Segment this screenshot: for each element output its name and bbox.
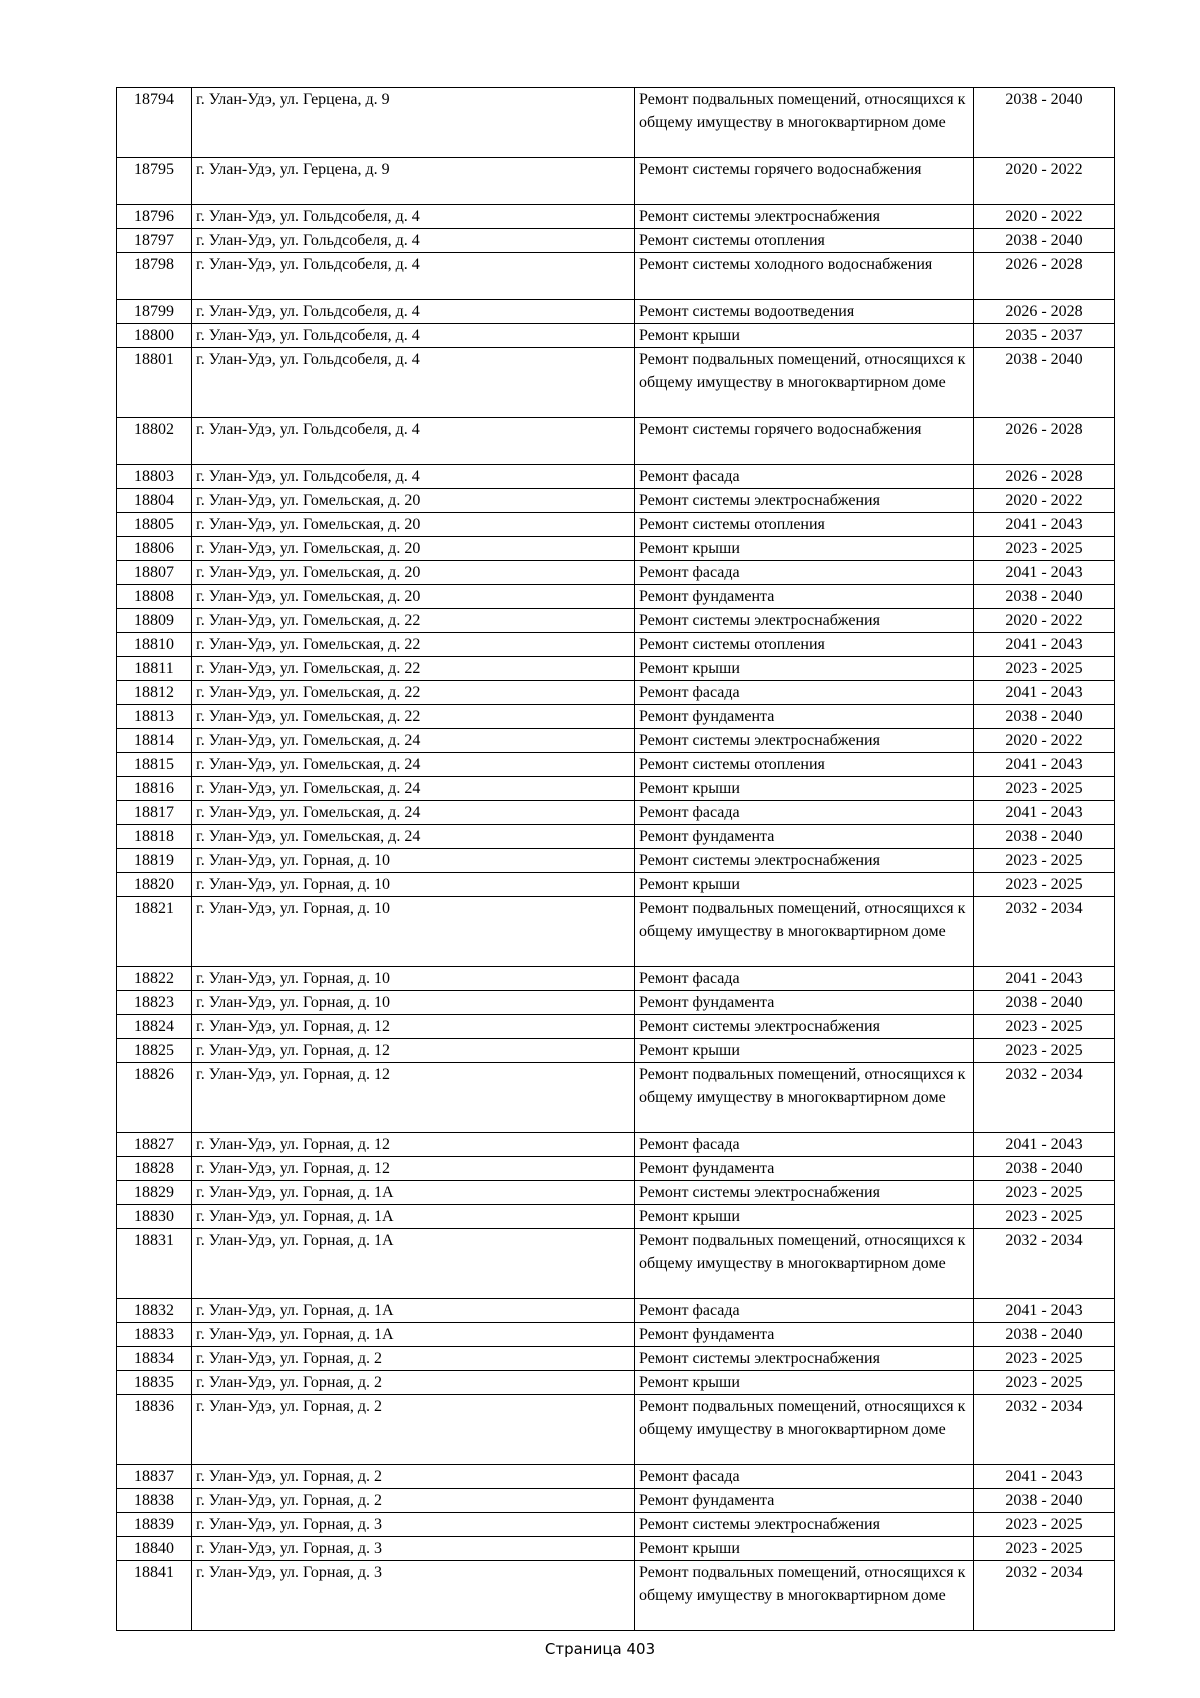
row-work-type: Ремонт подвальных помещений, относящихся к общему имуществу в многоквартирном доме xyxy=(635,1561,974,1631)
row-number: 18817 xyxy=(117,801,192,825)
row-work-type: Ремонт системы горячего водоснабжения xyxy=(635,158,974,205)
row-period: 2038 - 2040 xyxy=(974,1323,1115,1347)
row-number: 18815 xyxy=(117,753,192,777)
table-row xyxy=(117,1561,1115,1631)
row-period: 2023 - 2025 xyxy=(974,1513,1115,1537)
row-period: 2038 - 2040 xyxy=(974,1157,1115,1181)
row-work-type: Ремонт подвальных помещений, относящихся к общему имуществу в многоквартирном доме xyxy=(635,88,974,158)
row-period: 2038 - 2040 xyxy=(974,825,1115,849)
row-number: 18821 xyxy=(117,897,192,967)
table-row xyxy=(117,897,1115,967)
row-address: г. Улан-Удэ, ул. Горная, д. 2 xyxy=(192,1395,635,1465)
table-row xyxy=(117,1039,1115,1063)
row-address: г. Улан-Удэ, ул. Горная, д. 10 xyxy=(192,873,635,897)
table-row xyxy=(117,1371,1115,1395)
table-row xyxy=(117,1181,1115,1205)
table-row xyxy=(117,489,1115,513)
row-work-type: Ремонт крыши xyxy=(635,1039,974,1063)
row-period: 2035 - 2037 xyxy=(974,324,1115,348)
repair-schedule-table xyxy=(116,87,1115,1631)
row-address: г. Улан-Удэ, ул. Гольдсобеля, д. 4 xyxy=(192,300,635,324)
row-period: 2023 - 2025 xyxy=(974,657,1115,681)
row-number: 18809 xyxy=(117,609,192,633)
row-work-type: Ремонт крыши xyxy=(635,324,974,348)
table-row xyxy=(117,348,1115,418)
row-address: г. Улан-Удэ, ул. Гомельская, д. 20 xyxy=(192,489,635,513)
row-address: г. Улан-Удэ, ул. Гомельская, д. 20 xyxy=(192,537,635,561)
table-row xyxy=(117,849,1115,873)
row-number: 18816 xyxy=(117,777,192,801)
row-address: г. Улан-Удэ, ул. Горная, д. 1А xyxy=(192,1299,635,1323)
row-work-type: Ремонт фасада xyxy=(635,801,974,825)
table-row xyxy=(117,88,1115,158)
row-number: 18836 xyxy=(117,1395,192,1465)
row-period: 2032 - 2034 xyxy=(974,897,1115,967)
row-number: 18807 xyxy=(117,561,192,585)
table-row xyxy=(117,991,1115,1015)
row-period: 2032 - 2034 xyxy=(974,1561,1115,1631)
table-body xyxy=(117,88,1115,1631)
row-number: 18803 xyxy=(117,465,192,489)
table-row xyxy=(117,1537,1115,1561)
table-row xyxy=(117,657,1115,681)
row-work-type: Ремонт фундамента xyxy=(635,1323,974,1347)
row-period: 2023 - 2025 xyxy=(974,1205,1115,1229)
table-row xyxy=(117,609,1115,633)
row-period: 2032 - 2034 xyxy=(974,1229,1115,1299)
row-work-type: Ремонт крыши xyxy=(635,1371,974,1395)
table-row xyxy=(117,253,1115,300)
table-row xyxy=(117,1299,1115,1323)
row-number: 18818 xyxy=(117,825,192,849)
row-work-type: Ремонт системы отопления xyxy=(635,229,974,253)
row-address: г. Улан-Удэ, ул. Горная, д. 3 xyxy=(192,1537,635,1561)
row-work-type: Ремонт фасада xyxy=(635,1133,974,1157)
row-work-type: Ремонт фасада xyxy=(635,561,974,585)
row-number: 18802 xyxy=(117,418,192,465)
row-address: г. Улан-Удэ, ул. Гольдсобеля, д. 4 xyxy=(192,324,635,348)
row-period: 2023 - 2025 xyxy=(974,537,1115,561)
row-work-type: Ремонт фундамента xyxy=(635,585,974,609)
table-row xyxy=(117,825,1115,849)
row-number: 18800 xyxy=(117,324,192,348)
row-period: 2041 - 2043 xyxy=(974,801,1115,825)
row-address: г. Улан-Удэ, ул. Горная, д. 1А xyxy=(192,1205,635,1229)
table-row xyxy=(117,418,1115,465)
row-address: г. Улан-Удэ, ул. Горная, д. 10 xyxy=(192,967,635,991)
row-number: 18811 xyxy=(117,657,192,681)
table-row xyxy=(117,873,1115,897)
row-period: 2026 - 2028 xyxy=(974,465,1115,489)
row-work-type: Ремонт подвальных помещений, относящихся к общему имуществу в многоквартирном доме xyxy=(635,1229,974,1299)
row-address: г. Улан-Удэ, ул. Гомельская, д. 22 xyxy=(192,633,635,657)
row-address: г. Улан-Удэ, ул. Гомельская, д. 24 xyxy=(192,825,635,849)
row-period: 2038 - 2040 xyxy=(974,348,1115,418)
row-work-type: Ремонт фундамента xyxy=(635,825,974,849)
row-work-type: Ремонт крыши xyxy=(635,657,974,681)
row-address: г. Улан-Удэ, ул. Гомельская, д. 24 xyxy=(192,777,635,801)
table-row xyxy=(117,229,1115,253)
row-address: г. Улан-Удэ, ул. Горная, д. 12 xyxy=(192,1157,635,1181)
table-row xyxy=(117,1347,1115,1371)
row-number: 18834 xyxy=(117,1347,192,1371)
row-number: 18794 xyxy=(117,88,192,158)
row-address: г. Улан-Удэ, ул. Гомельская, д. 24 xyxy=(192,729,635,753)
row-period: 2038 - 2040 xyxy=(974,88,1115,158)
row-number: 18831 xyxy=(117,1229,192,1299)
row-period: 2032 - 2034 xyxy=(974,1063,1115,1133)
row-address: г. Улан-Удэ, ул. Горная, д. 10 xyxy=(192,991,635,1015)
table-row xyxy=(117,681,1115,705)
row-number: 18832 xyxy=(117,1299,192,1323)
row-number: 18795 xyxy=(117,158,192,205)
table-row xyxy=(117,585,1115,609)
row-period: 2026 - 2028 xyxy=(974,253,1115,300)
row-work-type: Ремонт системы электроснабжения xyxy=(635,1181,974,1205)
table-row xyxy=(117,513,1115,537)
row-address: г. Улан-Удэ, ул. Горная, д. 1А xyxy=(192,1229,635,1299)
row-number: 18796 xyxy=(117,205,192,229)
row-address: г. Улан-Удэ, ул. Гомельская, д. 22 xyxy=(192,705,635,729)
row-period: 2041 - 2043 xyxy=(974,561,1115,585)
table-row xyxy=(117,1395,1115,1465)
row-period: 2038 - 2040 xyxy=(974,1489,1115,1513)
row-period: 2041 - 2043 xyxy=(974,513,1115,537)
row-number: 18806 xyxy=(117,537,192,561)
row-number: 18828 xyxy=(117,1157,192,1181)
row-period: 2023 - 2025 xyxy=(974,1347,1115,1371)
row-address: г. Улан-Удэ, ул. Горная, д. 3 xyxy=(192,1561,635,1631)
table-row xyxy=(117,300,1115,324)
row-number: 18841 xyxy=(117,1561,192,1631)
row-address: г. Улан-Удэ, ул. Гомельская, д. 20 xyxy=(192,513,635,537)
row-period: 2038 - 2040 xyxy=(974,585,1115,609)
row-period: 2020 - 2022 xyxy=(974,729,1115,753)
row-address: г. Улан-Удэ, ул. Горная, д. 1А xyxy=(192,1181,635,1205)
row-number: 18819 xyxy=(117,849,192,873)
row-period: 2020 - 2022 xyxy=(974,609,1115,633)
table-row xyxy=(117,1465,1115,1489)
row-address: г. Улан-Удэ, ул. Гольдсобеля, д. 4 xyxy=(192,229,635,253)
row-address: г. Улан-Удэ, ул. Гольдсобеля, д. 4 xyxy=(192,348,635,418)
row-address: г. Улан-Удэ, ул. Гольдсобеля, д. 4 xyxy=(192,253,635,300)
row-work-type: Ремонт крыши xyxy=(635,873,974,897)
table-row xyxy=(117,158,1115,205)
row-number: 18799 xyxy=(117,300,192,324)
table-row xyxy=(117,1133,1115,1157)
row-work-type: Ремонт системы электроснабжения xyxy=(635,849,974,873)
row-period: 2023 - 2025 xyxy=(974,777,1115,801)
table-row xyxy=(117,1513,1115,1537)
row-number: 18833 xyxy=(117,1323,192,1347)
row-address: г. Улан-Удэ, ул. Горная, д. 12 xyxy=(192,1039,635,1063)
table-row xyxy=(117,1205,1115,1229)
row-address: г. Улан-Удэ, ул. Горная, д. 12 xyxy=(192,1015,635,1039)
table-row xyxy=(117,967,1115,991)
table-row xyxy=(117,465,1115,489)
table-row xyxy=(117,205,1115,229)
row-number: 18822 xyxy=(117,967,192,991)
row-period: 2041 - 2043 xyxy=(974,1133,1115,1157)
row-address: г. Улан-Удэ, ул. Горная, д. 10 xyxy=(192,849,635,873)
row-number: 18797 xyxy=(117,229,192,253)
row-number: 18826 xyxy=(117,1063,192,1133)
row-period: 2020 - 2022 xyxy=(974,489,1115,513)
row-address: г. Улан-Удэ, ул. Горная, д. 3 xyxy=(192,1513,635,1537)
table-row xyxy=(117,1229,1115,1299)
row-work-type: Ремонт системы холодного водоснабжения xyxy=(635,253,974,300)
row-period: 2026 - 2028 xyxy=(974,418,1115,465)
row-period: 2023 - 2025 xyxy=(974,1015,1115,1039)
row-number: 18825 xyxy=(117,1039,192,1063)
row-period: 2023 - 2025 xyxy=(974,1181,1115,1205)
row-address: г. Улан-Удэ, ул. Горная, д. 12 xyxy=(192,1063,635,1133)
row-period: 2041 - 2043 xyxy=(974,681,1115,705)
row-period: 2041 - 2043 xyxy=(974,1299,1115,1323)
row-address: г. Улан-Удэ, ул. Гольдсобеля, д. 4 xyxy=(192,465,635,489)
row-work-type: Ремонт фасада xyxy=(635,1299,974,1323)
row-period: 2020 - 2022 xyxy=(974,158,1115,205)
row-period: 2041 - 2043 xyxy=(974,753,1115,777)
table-row xyxy=(117,1489,1115,1513)
row-work-type: Ремонт крыши xyxy=(635,537,974,561)
row-period: 2023 - 2025 xyxy=(974,1537,1115,1561)
row-work-type: Ремонт фундамента xyxy=(635,705,974,729)
row-number: 18805 xyxy=(117,513,192,537)
row-work-type: Ремонт системы электроснабжения xyxy=(635,489,974,513)
row-number: 18838 xyxy=(117,1489,192,1513)
row-work-type: Ремонт крыши xyxy=(635,1537,974,1561)
row-number: 18801 xyxy=(117,348,192,418)
table-row xyxy=(117,753,1115,777)
row-period: 2026 - 2028 xyxy=(974,300,1115,324)
row-work-type: Ремонт фасада xyxy=(635,465,974,489)
table-row xyxy=(117,1157,1115,1181)
table-row xyxy=(117,1323,1115,1347)
table-row xyxy=(117,537,1115,561)
row-address: г. Улан-Удэ, ул. Гомельская, д. 22 xyxy=(192,657,635,681)
row-period: 2023 - 2025 xyxy=(974,1371,1115,1395)
row-number: 18798 xyxy=(117,253,192,300)
row-address: г. Улан-Удэ, ул. Горная, д. 2 xyxy=(192,1371,635,1395)
row-period: 2023 - 2025 xyxy=(974,873,1115,897)
row-work-type: Ремонт фасада xyxy=(635,1465,974,1489)
row-work-type: Ремонт крыши xyxy=(635,1205,974,1229)
row-work-type: Ремонт фундамента xyxy=(635,991,974,1015)
row-address: г. Улан-Удэ, ул. Гольдсобеля, д. 4 xyxy=(192,418,635,465)
row-number: 18830 xyxy=(117,1205,192,1229)
row-address: г. Улан-Удэ, ул. Гомельская, д. 24 xyxy=(192,753,635,777)
row-number: 18804 xyxy=(117,489,192,513)
table-row xyxy=(117,801,1115,825)
row-number: 18835 xyxy=(117,1371,192,1395)
row-period: 2032 - 2034 xyxy=(974,1395,1115,1465)
row-address: г. Улан-Удэ, ул. Горная, д. 10 xyxy=(192,897,635,967)
row-address: г. Улан-Удэ, ул. Гомельская, д. 22 xyxy=(192,681,635,705)
row-period: 2041 - 2043 xyxy=(974,633,1115,657)
row-work-type: Ремонт подвальных помещений, относящихся к общему имуществу в многоквартирном доме xyxy=(635,348,974,418)
row-period: 2041 - 2043 xyxy=(974,967,1115,991)
row-work-type: Ремонт системы электроснабжения xyxy=(635,609,974,633)
table-row xyxy=(117,633,1115,657)
row-work-type: Ремонт подвальных помещений, относящихся к общему имуществу в многоквартирном доме xyxy=(635,897,974,967)
row-number: 18829 xyxy=(117,1181,192,1205)
row-period: 2038 - 2040 xyxy=(974,229,1115,253)
row-work-type: Ремонт системы электроснабжения xyxy=(635,1513,974,1537)
row-work-type: Ремонт фасада xyxy=(635,967,974,991)
row-address: г. Улан-Удэ, ул. Гомельская, д. 22 xyxy=(192,609,635,633)
row-number: 18810 xyxy=(117,633,192,657)
row-period: 2023 - 2025 xyxy=(974,1039,1115,1063)
table-row xyxy=(117,1063,1115,1133)
row-address: г. Улан-Удэ, ул. Гомельская, д. 20 xyxy=(192,561,635,585)
row-address: г. Улан-Удэ, ул. Горная, д. 2 xyxy=(192,1347,635,1371)
row-number: 18823 xyxy=(117,991,192,1015)
row-period: 2023 - 2025 xyxy=(974,849,1115,873)
row-work-type: Ремонт фасада xyxy=(635,681,974,705)
row-address: г. Улан-Удэ, ул. Гомельская, д. 20 xyxy=(192,585,635,609)
row-number: 18814 xyxy=(117,729,192,753)
row-address: г. Улан-Удэ, ул. Горная, д. 1А xyxy=(192,1323,635,1347)
table-row xyxy=(117,729,1115,753)
row-address: г. Улан-Удэ, ул. Горная, д. 12 xyxy=(192,1133,635,1157)
row-work-type: Ремонт системы электроснабжения xyxy=(635,205,974,229)
row-number: 18827 xyxy=(117,1133,192,1157)
row-number: 18840 xyxy=(117,1537,192,1561)
row-work-type: Ремонт подвальных помещений, относящихся к общему имуществу в многоквартирном доме xyxy=(635,1395,974,1465)
row-work-type: Ремонт крыши xyxy=(635,777,974,801)
row-work-type: Ремонт системы электроснабжения xyxy=(635,1015,974,1039)
row-number: 18839 xyxy=(117,1513,192,1537)
row-period: 2020 - 2022 xyxy=(974,205,1115,229)
row-work-type: Ремонт фундамента xyxy=(635,1489,974,1513)
table-row xyxy=(117,324,1115,348)
row-work-type: Ремонт системы отопления xyxy=(635,633,974,657)
row-period: 2038 - 2040 xyxy=(974,991,1115,1015)
table-row xyxy=(117,561,1115,585)
row-address: г. Улан-Удэ, ул. Горная, д. 2 xyxy=(192,1465,635,1489)
row-work-type: Ремонт системы электроснабжения xyxy=(635,1347,974,1371)
row-number: 18812 xyxy=(117,681,192,705)
row-period: 2038 - 2040 xyxy=(974,705,1115,729)
row-address: г. Улан-Удэ, ул. Горная, д. 2 xyxy=(192,1489,635,1513)
row-number: 18813 xyxy=(117,705,192,729)
row-work-type: Ремонт системы водоотведения xyxy=(635,300,974,324)
row-period: 2041 - 2043 xyxy=(974,1465,1115,1489)
row-work-type: Ремонт системы электроснабжения xyxy=(635,729,974,753)
row-number: 18808 xyxy=(117,585,192,609)
table-row xyxy=(117,777,1115,801)
table-row xyxy=(117,1015,1115,1039)
row-work-type: Ремонт системы горячего водоснабжения xyxy=(635,418,974,465)
row-number: 18824 xyxy=(117,1015,192,1039)
row-work-type: Ремонт системы отопления xyxy=(635,513,974,537)
row-work-type: Ремонт фундамента xyxy=(635,1157,974,1181)
row-work-type: Ремонт системы отопления xyxy=(635,753,974,777)
row-address: г. Улан-Удэ, ул. Гомельская, д. 24 xyxy=(192,801,635,825)
row-address: г. Улан-Удэ, ул. Гольдсобеля, д. 4 xyxy=(192,205,635,229)
table-row xyxy=(117,705,1115,729)
row-number: 18820 xyxy=(117,873,192,897)
row-address: г. Улан-Удэ, ул. Герцена, д. 9 xyxy=(192,158,635,205)
row-work-type: Ремонт подвальных помещений, относящихся к общему имуществу в многоквартирном доме xyxy=(635,1063,974,1133)
row-number: 18837 xyxy=(117,1465,192,1489)
page-number: Страница 403 xyxy=(544,1640,656,1658)
row-address: г. Улан-Удэ, ул. Герцена, д. 9 xyxy=(192,88,635,158)
